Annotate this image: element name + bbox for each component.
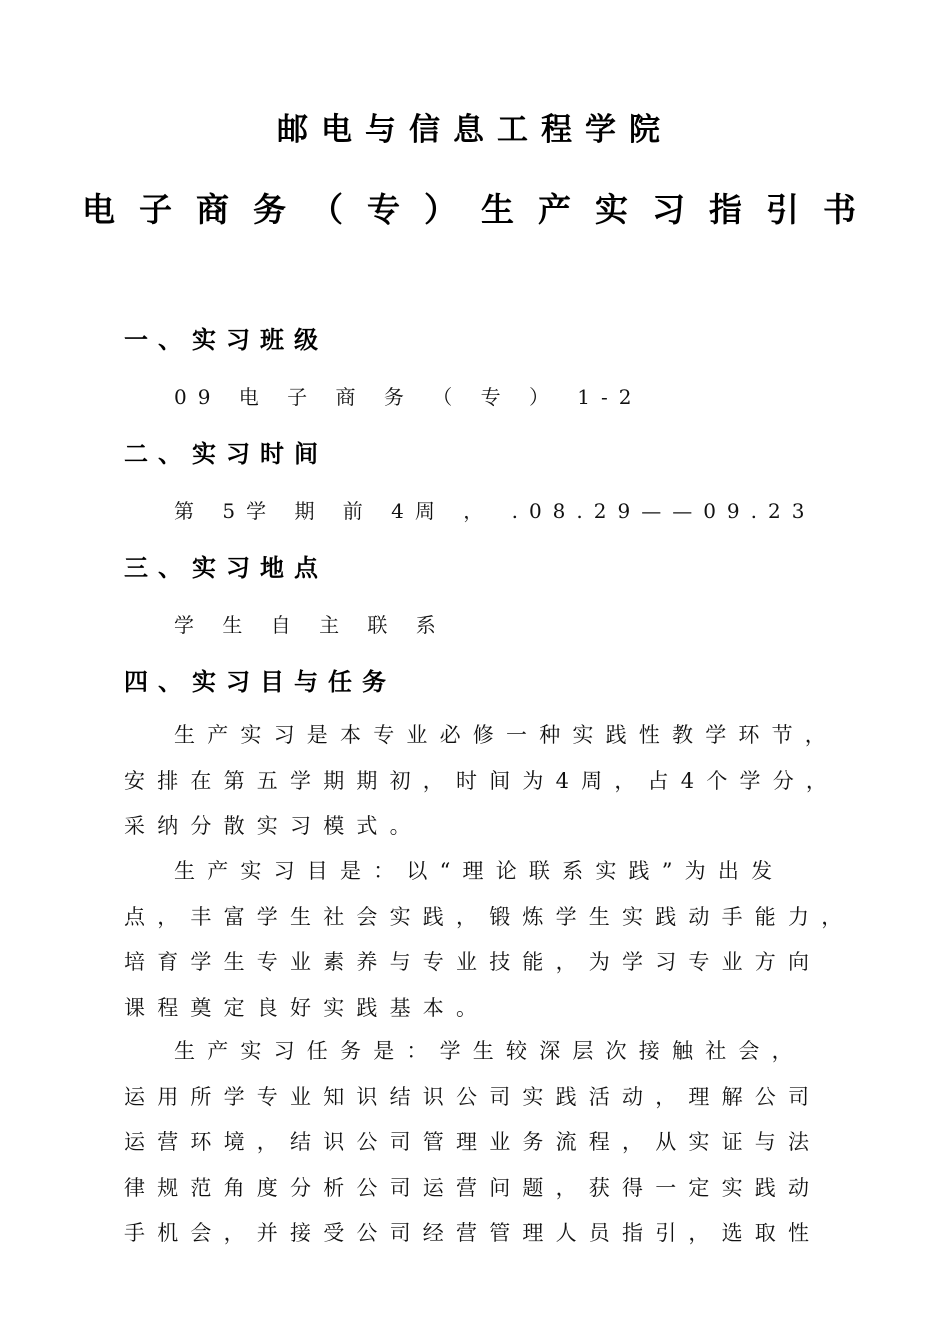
paragraph-line: 生产实习目是：以“理论联系实践”为出发 [174,859,785,883]
paragraph-line: 生产实习任务是：学生较深层次接触社会， [174,1039,805,1063]
section-heading-class: 一、实习班级 [124,326,328,354]
section-heading-time: 二、实习时间 [124,440,328,468]
paragraph-line: 运营环境，结识公司管理业务流程，从实证与法 [124,1130,822,1154]
section-content-location: 学 生 自 主 联 系 [174,613,447,637]
paragraph-line: 培育学生专业素养与专业技能，为学习专业方向 [124,950,822,974]
section-content-class: 09 电 子 商 务 （ 专 ） 1-2 [174,385,643,409]
paragraph-line: 课程奠定良好实践基本。 [124,995,490,1020]
paragraph-tasks [124,1029,844,1257]
document-title: 电子商务（专）生产实习指引书 [82,190,880,229]
paragraph-line: 运用所学专业知识结识公司实践活动，理解公司 [124,1084,822,1109]
paragraph-line: 采纳分散实习模式。 [124,814,423,838]
paragraph-line: 律规范角度分析公司运营问题，获得一定实践动 [124,1175,822,1200]
paragraph-line: 手机会，并接受公司经营管理人员指引，选取性 [124,1221,822,1245]
paragraph-line: 生产实习是本专业必修一种实践性教学环节， [174,723,838,747]
paragraph-purpose [124,849,855,1031]
institution-title: 邮电与信息工程学院 [277,112,673,148]
paragraph-line: 安排在第五学期期初，时间为4周，占4个学分， [124,768,840,793]
section-heading-goals: 四、实习目与任务 [124,668,396,696]
section-content-time: 第 5学 期 前 4周 ， .08.29——09.23 [174,499,816,523]
paragraph-line: 点，丰富学生社会实践，锻炼学生实践动手能力， [124,904,855,929]
paragraph-overview [124,713,844,850]
section-heading-location: 三、实习地点 [124,554,328,582]
